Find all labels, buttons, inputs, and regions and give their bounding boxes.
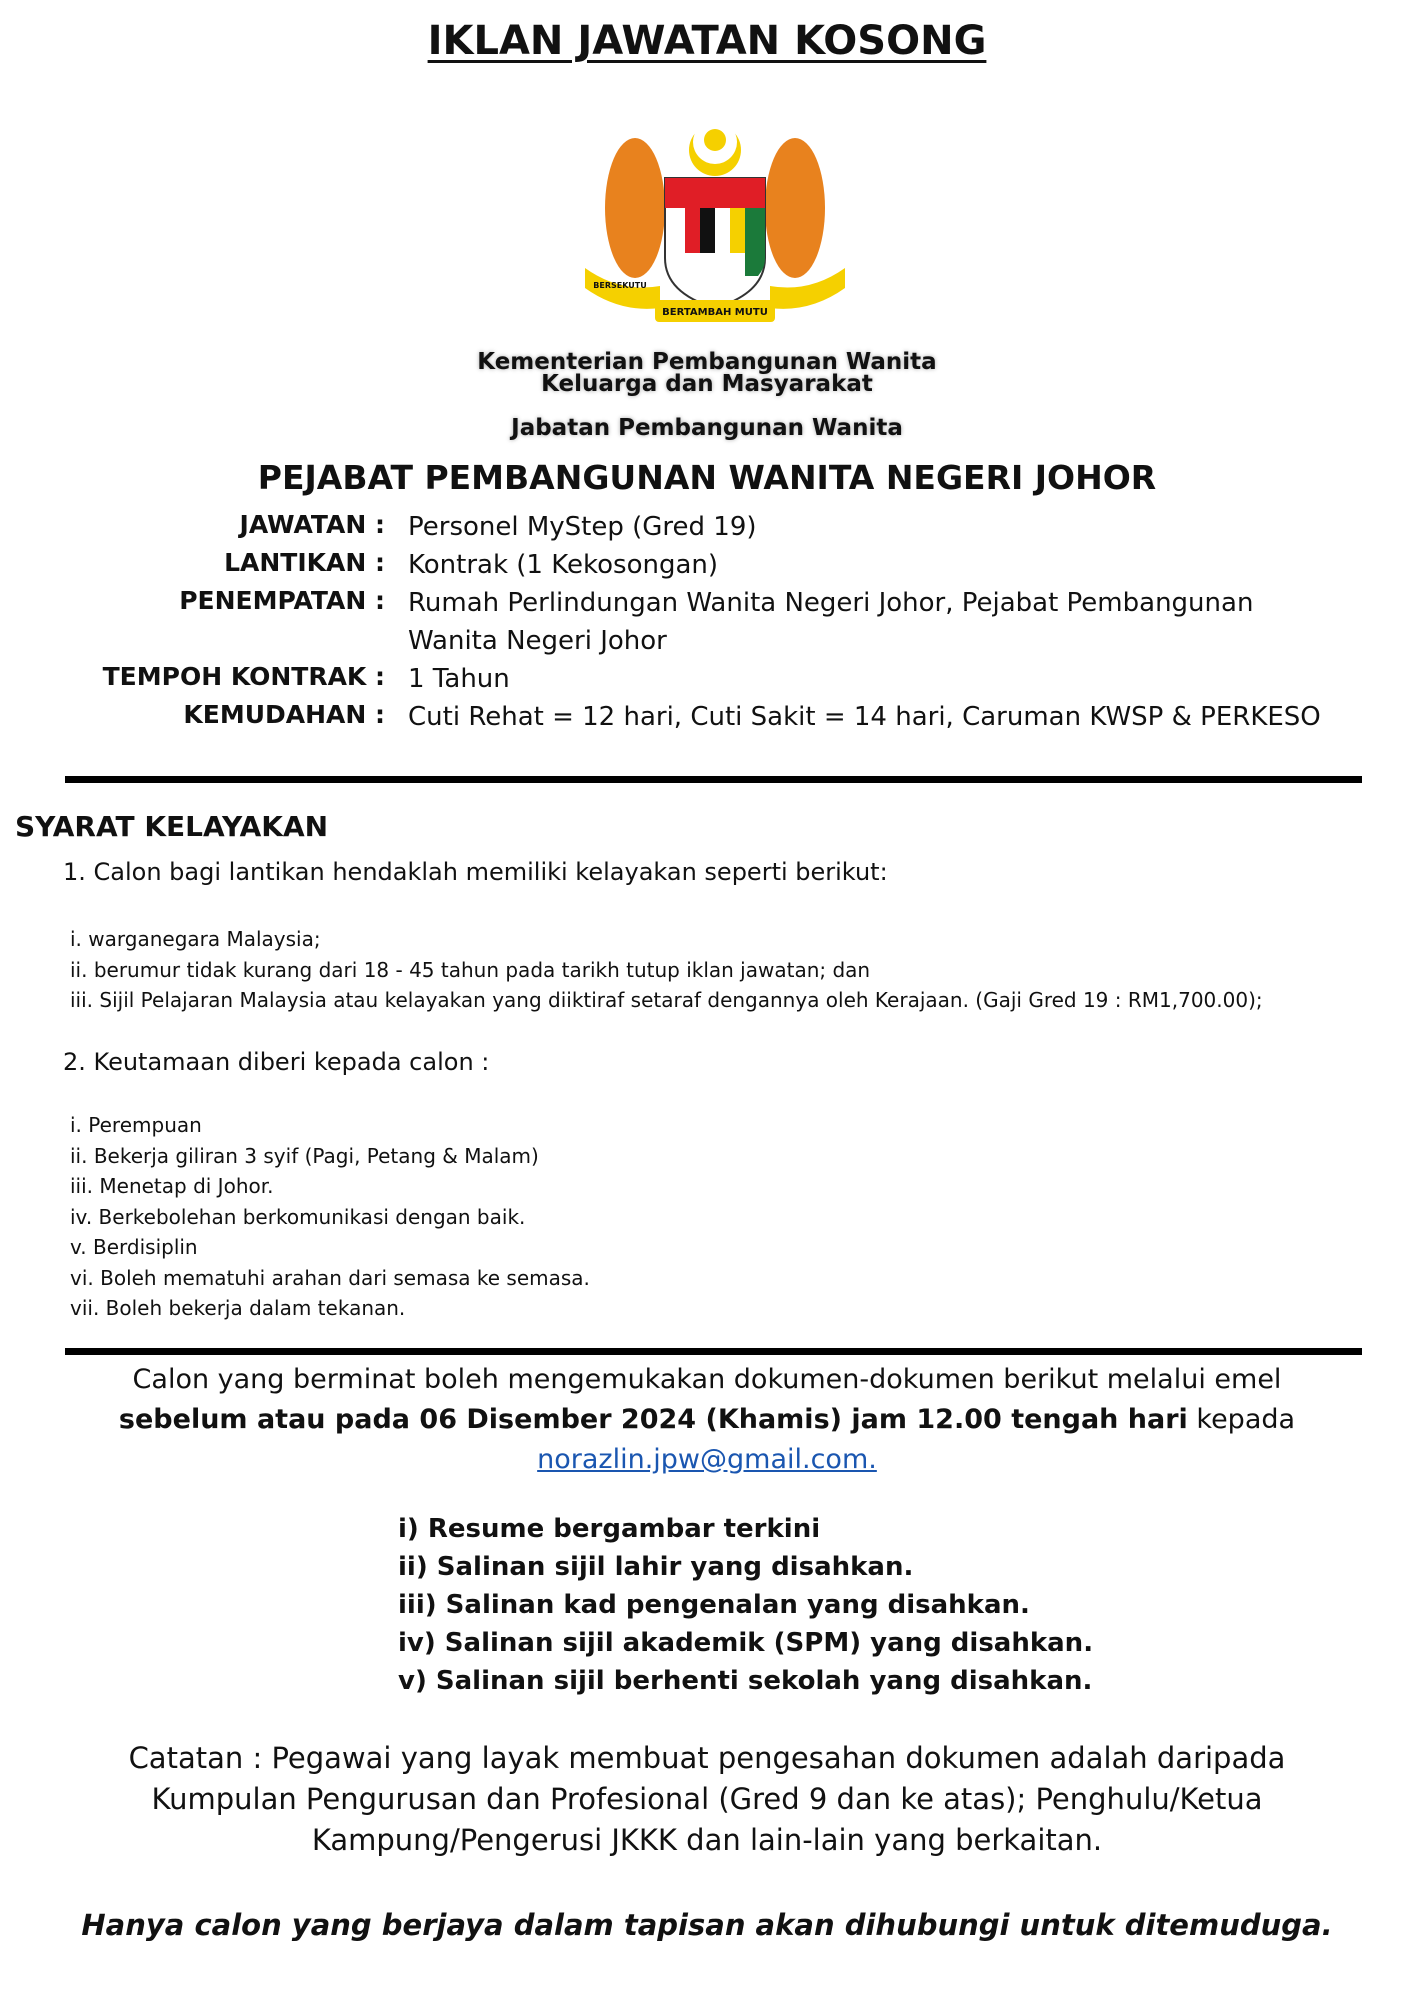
list-item: ii. berumur tidak kurang dari 18 - 45 tahun pada tarikh tutup iklan jawatan; dan (70, 957, 871, 982)
document-item: v) Salinan sijil berhenti sekolah yang disahkan. (398, 1666, 1093, 1696)
document-item: iv) Salinan sijil akademik (SPM) yang disahkan. (398, 1628, 1094, 1658)
note-line: Kumpulan Pengurusan dan Profesional (Gred 9 dan ke atas); Penghulu/Ketua (151, 1782, 1263, 1816)
syarat-heading: SYARAT KELAYAKAN (15, 810, 329, 843)
list-item: i. Perempuan (70, 1113, 202, 1137)
field-value-tempoh-kontrak: 1 Tahun (408, 664, 510, 694)
field-value-kemudahan: Cuti Rehat = 12 hari, Cuti Sakit = 14 hari, Caruman KWSP & PERKESO (408, 702, 1321, 732)
application-instructions (0, 1360, 1414, 1480)
apply-line1: Calon yang berminat boleh mengemukakan dokumen-dokumen berikut melalui emel (132, 1364, 1282, 1395)
document-item: iii) Salinan kad pengenalan yang disahkan. (398, 1590, 1030, 1620)
list-item: iv. Berkebolehan berkomunikasi dengan baik. (70, 1204, 526, 1229)
ministry-name-line1: Kementerian Pembangunan Wanita (477, 349, 937, 375)
field-value-jawatan: Personel MyStep (Gred 19) (408, 512, 757, 542)
list-item: v. Berdisiplin (70, 1235, 198, 1259)
requirement-2: 2. Keutamaan diberi kepada calon : (63, 1048, 490, 1076)
ministry-name-line2: Keluarga dan Masyarakat (541, 371, 873, 397)
divider (65, 776, 1362, 783)
list-item: i. warganegara Malaysia; (70, 927, 321, 951)
field-label-penempatan: PENEMPATAN : (179, 586, 385, 615)
divider (65, 1348, 1362, 1355)
note (0, 1738, 1414, 1861)
apply-to: kepada (1187, 1404, 1296, 1435)
list-item: vi. Boleh mematuhi arahan dari semasa ke semasa. (70, 1265, 590, 1290)
documents-list (398, 1510, 1093, 1700)
deadline-text: sebelum atau pada 06 Disember 2024 (Khamis) jam 12.00 tengah hari (118, 1404, 1188, 1435)
requirement-1: 1. Calon bagi lantikan hendaklah memiliki kelayakan seperti berikut: (63, 858, 888, 886)
list-item: iii. Sijil Pelajaran Malaysia atau kelayakan yang diiktiraf setaraf dengannya oleh Kerajaan. (Gaji Gred 19 : RM1,700.00); (70, 988, 1263, 1012)
list-item: ii. Bekerja giliran 3 syif (Pagi, Petang & Malam) (70, 1143, 539, 1168)
document-item: i) Resume bergambar terkini (398, 1514, 821, 1544)
field-value-penempatan: Rumah Perlindungan Wanita Negeri Johor, Pejabat Pembangunan Wanita Negeri Johor (408, 588, 1254, 656)
list-item: vii. Boleh bekerja dalam tekanan. (70, 1296, 406, 1320)
field-label-kemudahan: KEMUDAHAN : (183, 700, 385, 729)
note-line: Catatan : Pegawai yang layak membuat pengesahan dokumen adalah daripada (128, 1741, 1286, 1775)
list-item: iii. Menetap di Johor. (70, 1174, 274, 1198)
svg-text:BERTAMBAH MUTU: BERTAMBAH MUTU (662, 307, 768, 318)
field-value-lantikan: Kontrak (1 Kekosongan) (408, 550, 719, 580)
final-notice: Hanya calon yang berjaya dalam tapisan akan dihubungi untuk ditemuduga. (81, 1908, 1333, 1942)
coat-of-arms-logo (580, 118, 850, 328)
requirement-1-list (70, 924, 1263, 1016)
note-line: Kampung/Pengerusi JKKK dan lain-lain yang berkaitan. (311, 1823, 1103, 1857)
field-label-tempoh-kontrak: TEMPOH KONTRAK : (102, 662, 385, 691)
document-item: ii) Salinan sijil lahir yang disahkan. (398, 1552, 914, 1582)
field-label-jawatan: JAWATAN : (239, 510, 385, 539)
svg-text:BERSEKUTU: BERSEKUTU (593, 281, 647, 290)
office-heading: PEJABAT PEMBANGUNAN WANITA NEGERI JOHOR (257, 458, 1157, 497)
requirement-2-list (70, 1110, 590, 1324)
field-label-lantikan: LANTIKAN : (224, 548, 385, 577)
page-title: IKLAN JAWATAN KOSONG (427, 18, 987, 64)
email-link[interactable]: norazlin.jpw@gmail.com. (537, 1444, 877, 1475)
department-name: Jabatan Pembangunan Wanita (511, 415, 903, 441)
